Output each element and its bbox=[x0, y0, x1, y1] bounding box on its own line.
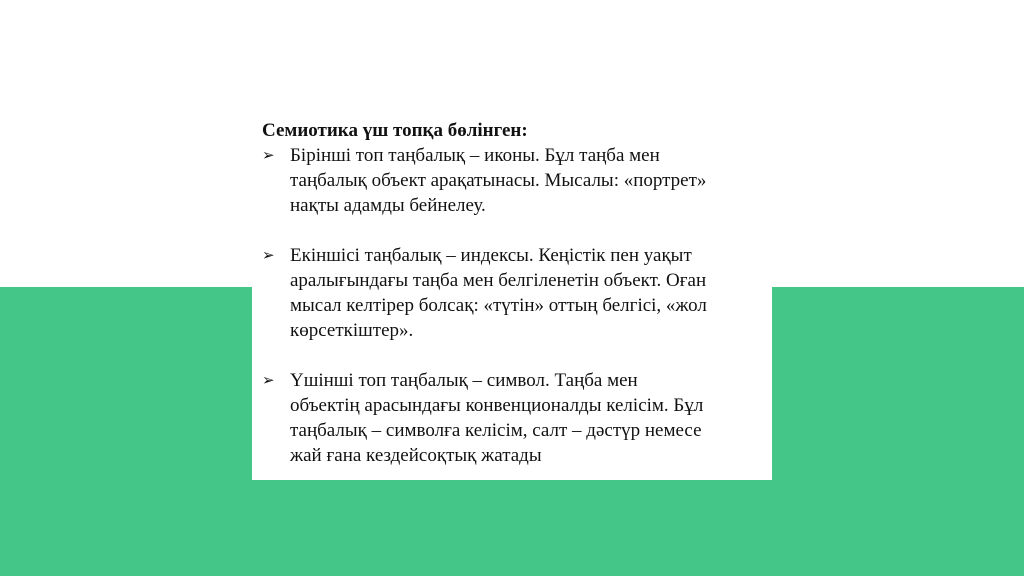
bullet-item-index bbox=[262, 243, 762, 343]
arrow-bullet-icon: ➢ bbox=[262, 146, 275, 164]
bullet-item-icons bbox=[262, 143, 762, 218]
bullet-line: таңбалық объект арақатынасы. Мысалы: «портрет» bbox=[290, 170, 707, 191]
bullet-text-index bbox=[290, 243, 762, 343]
bullet-item-symbol bbox=[262, 368, 762, 468]
arrow-bullet-icon: ➢ bbox=[262, 246, 275, 264]
bullet-line: мысал келтірер болсақ: «түтін» оттың белгісі, «жол bbox=[290, 295, 707, 316]
slide-heading: Семиотика үш топқа бөлінген: bbox=[262, 120, 528, 141]
bullet-line: Бірінші топ таңбалық – иконы. Бұл таңба мен bbox=[290, 145, 660, 166]
bullet-line: аралығындағы таңба мен белгіленетін объект. Оған bbox=[290, 270, 707, 291]
bullet-line: таңбалық – символға келісім, салт – дәстүр немесе bbox=[290, 420, 702, 441]
bullet-line: жай ғана кездейсоқтық жатады bbox=[290, 445, 542, 466]
bullet-text-symbol bbox=[290, 368, 762, 468]
arrow-bullet-icon: ➢ bbox=[262, 371, 275, 389]
bullet-list bbox=[262, 143, 762, 493]
bullet-line: көрсеткіштер». bbox=[290, 320, 414, 341]
bullet-line: объектің арасындағы конвенционалды келісім. Бұл bbox=[290, 395, 704, 416]
bullet-line: нақты адамды бейнелеу. bbox=[290, 195, 486, 216]
bullet-text-icons bbox=[290, 143, 762, 218]
bullet-line: Екіншісі таңбалық – индексы. Кеңістік пен уақыт bbox=[290, 245, 692, 266]
bullet-line: Үшінші топ таңбалық – символ. Таңба мен bbox=[290, 370, 638, 391]
